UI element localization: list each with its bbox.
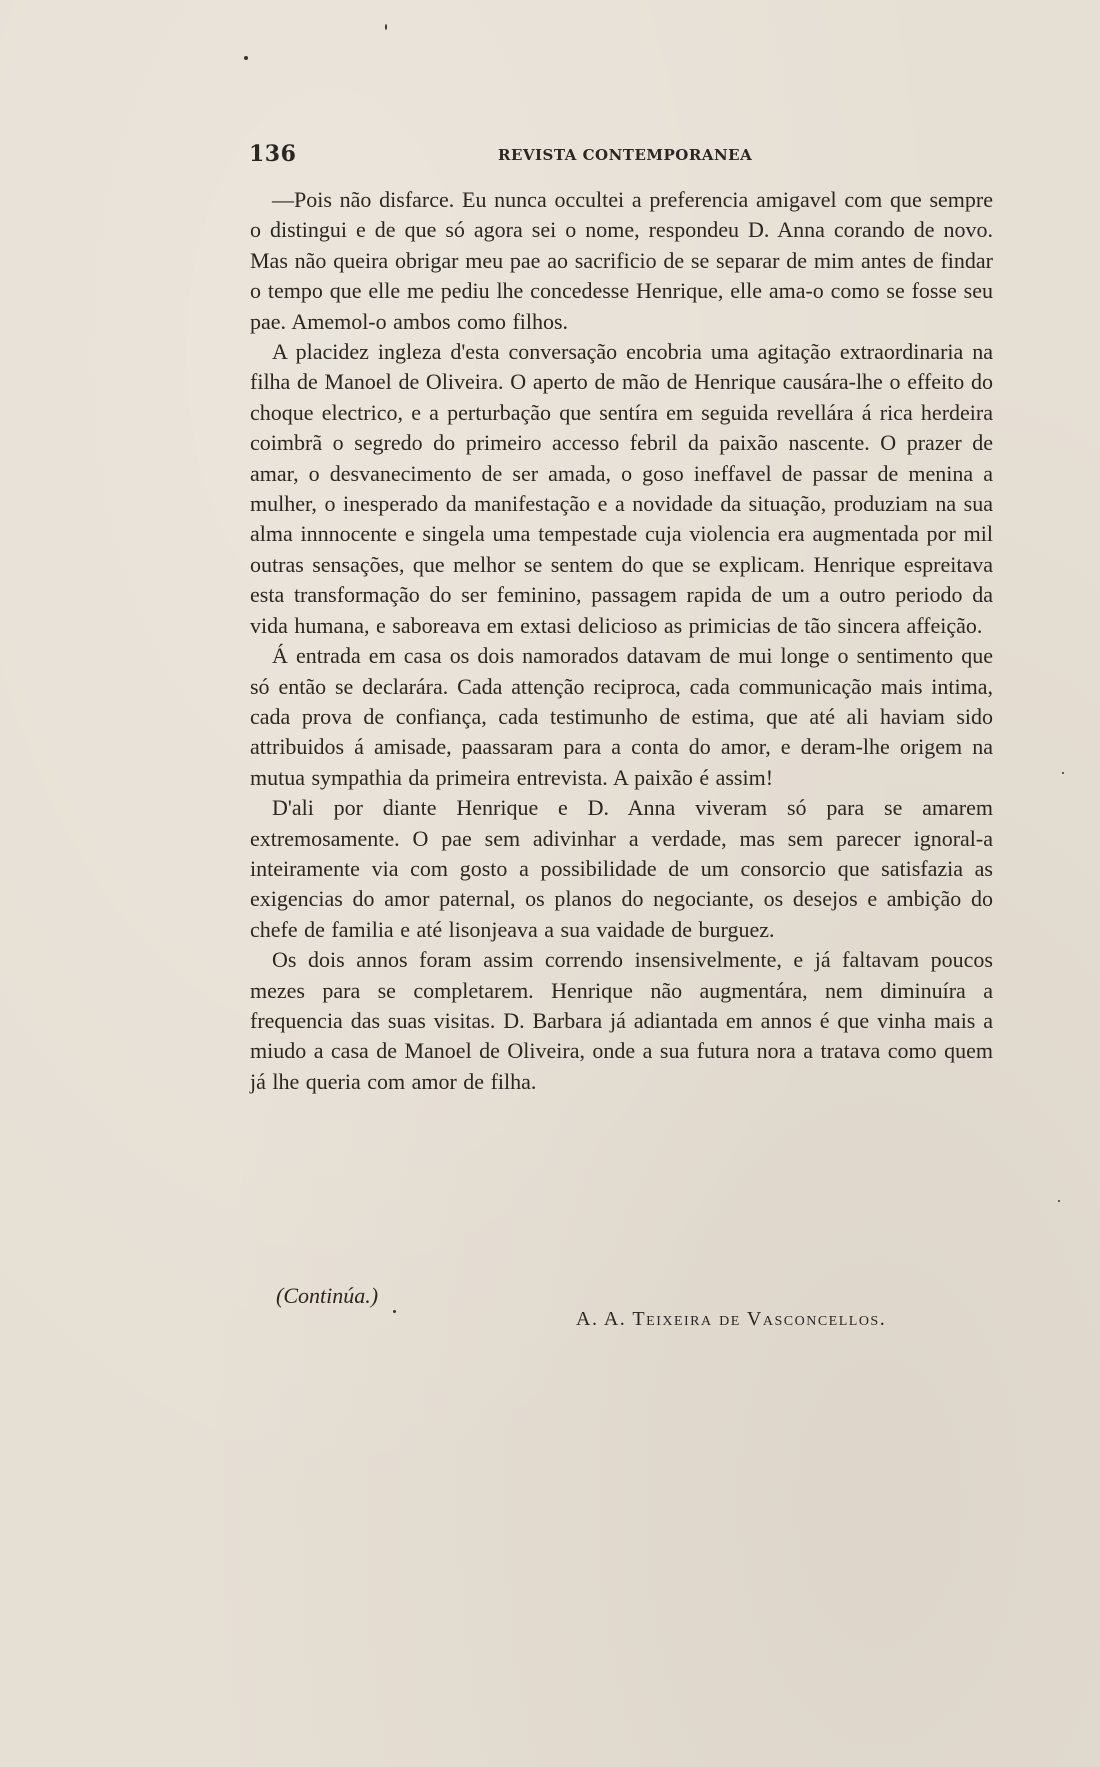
paragraph: A placidez ingleza d'esta conversação encobria uma agitação extraordinaria na filha de Manoel de Oliveira. O aperto de mão de Henrique causára-lhe o effeito do choque electrico, e a perturbação que sentíra em seguida revellára á rica herdeira coimbrã o segredo do primeiro accesso febril da paixão nascente. O prazer de amar, o desvanecimento de ser amada, o goso ineffavel de passar de menina a mulher, o inesperado da manifestação e a novidade da situação, produziam na sua alma innnocente e singela uma tempestade cuja violencia era augmentada por mil outras sensações, que melhor se sentem do que se explicam. Henrique espreitava esta transformação do ser feminino, passagem rapida de um a outro periodo da vida humana, e saboreava em extasi delicioso as primicias de tão sincera affeição. [250,339,993,638]
scan-speck [393,1310,396,1313]
scan-speck [244,56,248,60]
scan-speck [385,24,387,30]
paragraph: Á entrada em casa os dois namorados datavam de mui longe o sentimento que só então se declarára. Cada attenção reciproca, cada communicação mais intima, cada prova de confiança, cada testimunho de estima, que até ali haviam sido attribuidos á amisade, paassaram para a conta do amor, e deram-lhe origem na mutua sympathia da primeira entrevista. A paixão é assim! [250,643,993,790]
author-signature: A. A. Teixeira de Vasconcellos. [576,1308,887,1330]
page-number: 136 [249,141,297,167]
scan-speck [1062,772,1064,774]
paragraph: Os dois annos foram assim correndo insensivelmente, e já faltavam poucos mezes para se completarem. Henrique não augmentára, nem diminuíra a frequencia das suas visitas. D. Barbara já adiantada em annos é que vinha mais a miudo a casa de Manoel de Oliveira, onde a sua futura nora a tratava como quem já lhe queria com amor de filha. [250,947,993,1094]
continuation-note: (Continúa.) [276,1283,379,1308]
paragraph: —Pois não disfarce. Eu nunca occultei a preferencia amigavel com que sempre o distingui e de que só agora sei o nome, respondeu D. Anna corando de novo. Mas não queira obrigar meu pae ao sacrificio de se separar de mim antes de findar o tempo que elle me pediu lhe concedesse Henrique, elle ama-o como se fosse seu pae. Amemol-o ambos como filhos. [250,187,993,334]
paragraph: D'ali por diante Henrique e D. Anna viveram só para se amarem extremosamente. O pae sem adivinhar a verdade, mas sem parecer ignoral-a inteiramente via com gosto a possibilidade de um consorcio que satisfazia as exigencias do amor paternal, os planos do negociante, os desejos e ambição do chefe de familia e até lisonjeava a sua vaidade de burguez. [250,795,993,942]
running-title: REVISTA CONTEMPORANEA [498,146,753,164]
page-header [249,141,759,171]
scan-speck [1058,1200,1060,1202]
article-body [250,185,993,1097]
